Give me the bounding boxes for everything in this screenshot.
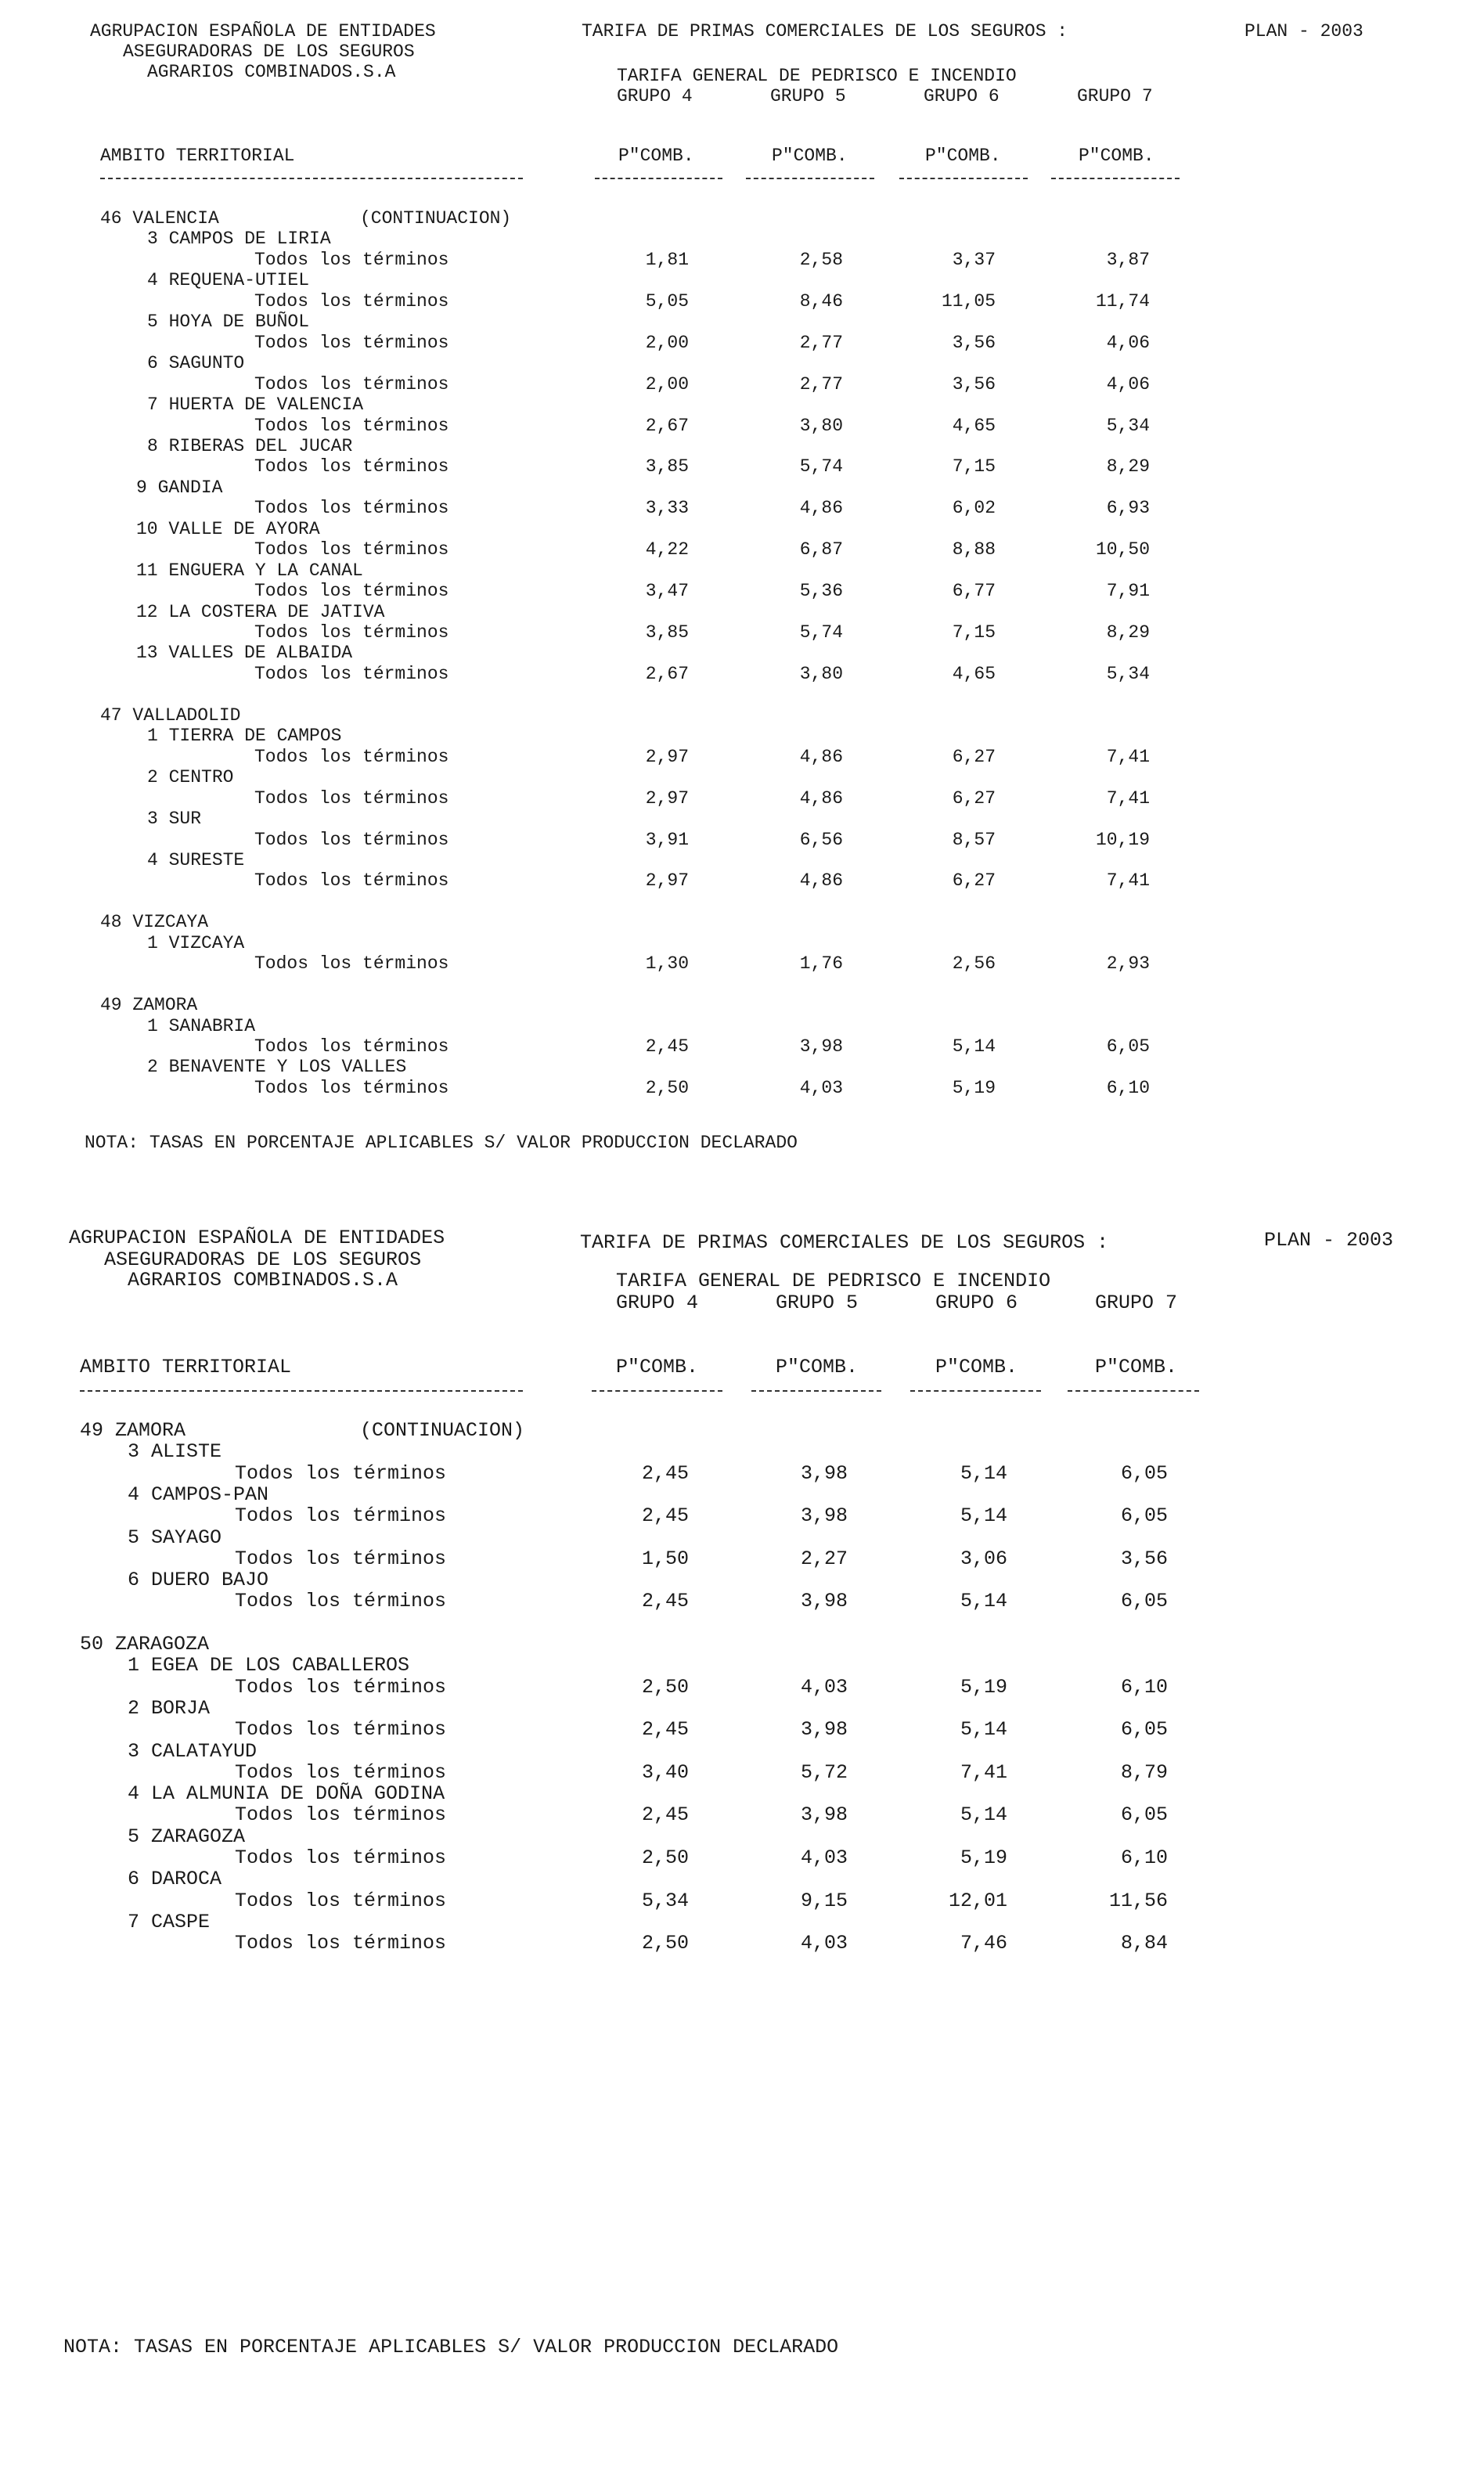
province-label: 50 ZARAGOZA (80, 1633, 210, 1656)
rate-cell-grupo-4: 2,45 (641, 1504, 689, 1527)
district-label: 10 VALLE DE AYORA (136, 519, 320, 539)
rate-cell-grupo-6: 5,19 (960, 1846, 1007, 1869)
terms-label: Todos los términos (235, 1462, 447, 1485)
terms-label: Todos los términos (254, 830, 449, 850)
header-divider (751, 1390, 881, 1392)
district-label: 6 DUERO BAJO (128, 1569, 269, 1591)
rate-cell-grupo-4: 2,50 (641, 1676, 689, 1699)
district-label: 7 CASPE (128, 1911, 211, 1933)
province-label: 49 ZAMORA (80, 1419, 186, 1442)
district-label: 2 CENTRO (147, 767, 234, 787)
rate-cell-grupo-4: 4,22 (645, 539, 689, 560)
rate-cell-grupo-4: 1,81 (645, 250, 689, 270)
rate-cell-grupo-7: 11,56 (1108, 1890, 1168, 1912)
column-header-pcomb: P"COMB. (935, 1356, 1018, 1378)
terms-label: Todos los términos (235, 1846, 447, 1869)
rate-cell-grupo-4: 3,33 (645, 498, 689, 518)
rate-cell-grupo-7: 6,10 (1120, 1846, 1168, 1869)
district-label: 1 VIZCAYA (147, 933, 245, 953)
rate-cell-grupo-5: 4,86 (799, 788, 843, 809)
rate-cell-grupo-7: 6,05 (1120, 1718, 1168, 1741)
district-label: 12 LA COSTERA DE JATIVA (136, 602, 385, 622)
rate-cell-grupo-5: 2,27 (800, 1547, 848, 1570)
terms-label: Todos los términos (254, 953, 449, 974)
plan-year: PLAN - 2003 (1264, 1229, 1394, 1252)
rate-cell-grupo-4: 2,97 (645, 788, 689, 809)
rate-cell-grupo-6: 3,37 (952, 250, 996, 270)
rate-cell-grupo-6: 6,77 (952, 581, 996, 601)
rate-cell-grupo-5: 6,87 (799, 539, 843, 560)
rate-cell-grupo-6: 6,27 (952, 788, 996, 809)
column-header-pcomb: P"COMB. (616, 1356, 699, 1378)
continuation-note: (CONTINUACION) (360, 1419, 525, 1442)
group-header-4: GRUPO 4 (616, 1292, 699, 1314)
province-label: 46 VALENCIA (100, 208, 219, 229)
rate-cell-grupo-7: 10,50 (1095, 539, 1150, 560)
district-label: 4 CAMPOS-PAN (128, 1483, 269, 1506)
rate-cell-grupo-6: 6,27 (952, 870, 996, 891)
header-divider (910, 1390, 1041, 1392)
org-name-line-3: AGRARIOS COMBINADOS.S.A (128, 1269, 398, 1292)
rate-cell-grupo-5: 3,80 (799, 664, 843, 684)
group-header-7: GRUPO 7 (1077, 86, 1153, 106)
rate-cell-grupo-4: 2,45 (641, 1803, 689, 1826)
group-header-5: GRUPO 5 (776, 1292, 859, 1314)
terms-label: Todos los términos (254, 788, 449, 809)
district-label: 1 TIERRA DE CAMPOS (147, 726, 342, 746)
rate-cell-grupo-4: 1,30 (645, 953, 689, 974)
rate-cell-grupo-6: 5,19 (952, 1078, 996, 1098)
rate-cell-grupo-6: 11,05 (941, 291, 996, 312)
group-header-4: GRUPO 4 (617, 86, 693, 106)
ambito-territorial-header: AMBITO TERRITORIAL (100, 146, 295, 166)
rate-cell-grupo-5: 3,98 (800, 1718, 848, 1741)
rate-cell-grupo-7: 8,84 (1120, 1932, 1168, 1955)
district-label: 6 SAGUNTO (147, 353, 245, 373)
terms-label: Todos los términos (254, 374, 449, 395)
terms-label: Todos los términos (235, 1761, 447, 1784)
district-label: 5 HOYA DE BUÑOL (147, 312, 310, 332)
rate-cell-grupo-5: 3,98 (800, 1590, 848, 1612)
rate-cell-grupo-7: 3,56 (1120, 1547, 1168, 1570)
rate-cell-grupo-7: 6,05 (1120, 1462, 1168, 1485)
column-header-pcomb: P"COMB. (1095, 1356, 1178, 1378)
terms-label: Todos los términos (235, 1504, 447, 1527)
rate-cell-grupo-6: 5,14 (960, 1803, 1007, 1826)
rate-cell-grupo-6: 6,02 (952, 498, 996, 518)
district-label: 8 RIBERAS DEL JUCAR (147, 436, 353, 456)
rate-cell-grupo-6: 12,01 (948, 1890, 1007, 1912)
terms-label: Todos los términos (254, 456, 449, 477)
rate-cell-grupo-7: 7,41 (1106, 747, 1150, 767)
column-header-pcomb: P"COMB. (1079, 146, 1154, 166)
rate-cell-grupo-7: 6,05 (1106, 1036, 1150, 1057)
terms-label: Todos los términos (254, 1078, 449, 1098)
rate-cell-grupo-7: 4,06 (1106, 374, 1150, 395)
rate-cell-grupo-5: 5,72 (800, 1761, 848, 1784)
rate-cell-grupo-4: 2,50 (641, 1846, 689, 1869)
district-label: 3 CALATAYUD (128, 1740, 258, 1763)
terms-label: Todos los términos (235, 1590, 447, 1612)
rate-cell-grupo-5: 4,86 (799, 870, 843, 891)
rate-cell-grupo-7: 8,29 (1106, 456, 1150, 477)
rate-cell-grupo-7: 6,05 (1120, 1590, 1168, 1612)
org-name-line-1: AGRUPACION ESPAÑOLA DE ENTIDADES (90, 21, 436, 41)
tariff-subtitle: TARIFA GENERAL DE PEDRISCO E INCENDIO (617, 66, 1017, 86)
rate-cell-grupo-4: 2,45 (641, 1590, 689, 1612)
org-name-line-1: AGRUPACION ESPAÑOLA DE ENTIDADES (69, 1227, 445, 1249)
continuation-note: (CONTINUACION) (360, 208, 512, 229)
rate-cell-grupo-7: 3,87 (1106, 250, 1150, 270)
rate-cell-grupo-6: 5,14 (960, 1462, 1007, 1485)
rate-cell-grupo-4: 2,97 (645, 747, 689, 767)
document-title: TARIFA DE PRIMAS COMERCIALES DE LOS SEGUROS : (582, 21, 1068, 41)
rate-cell-grupo-6: 5,14 (960, 1590, 1007, 1612)
rate-cell-grupo-6: 2,56 (952, 953, 996, 974)
district-label: 6 DAROCA (128, 1868, 222, 1890)
district-label: 5 SAYAGO (128, 1526, 222, 1549)
rate-cell-grupo-6: 4,65 (952, 416, 996, 436)
district-label: 7 HUERTA DE VALENCIA (147, 395, 364, 415)
plan-year: PLAN - 2003 (1244, 21, 1363, 41)
district-label: 1 SANABRIA (147, 1016, 256, 1036)
ambito-territorial-header: AMBITO TERRITORIAL (80, 1356, 292, 1378)
rate-cell-grupo-6: 7,46 (960, 1932, 1007, 1955)
rate-cell-grupo-7: 6,93 (1106, 498, 1150, 518)
rate-cell-grupo-5: 5,36 (799, 581, 843, 601)
rate-cell-grupo-6: 8,88 (952, 539, 996, 560)
rate-cell-grupo-5: 9,15 (800, 1890, 848, 1912)
rate-cell-grupo-4: 3,85 (645, 622, 689, 643)
rate-cell-grupo-7: 7,91 (1106, 581, 1150, 601)
rate-cell-grupo-4: 2,67 (645, 416, 689, 436)
rate-cell-grupo-7: 5,34 (1106, 664, 1150, 684)
rate-cell-grupo-7: 4,06 (1106, 333, 1150, 353)
terms-label: Todos los términos (235, 1547, 447, 1570)
district-label: 2 BORJA (128, 1697, 211, 1720)
district-label: 3 ALISTE (128, 1440, 222, 1463)
rate-cell-grupo-7: 6,10 (1120, 1676, 1168, 1699)
rate-cell-grupo-4: 5,05 (645, 291, 689, 312)
rate-cell-grupo-6: 3,06 (960, 1547, 1007, 1570)
rate-cell-grupo-7: 6,05 (1120, 1803, 1168, 1826)
rate-cell-grupo-5: 4,03 (800, 1676, 848, 1699)
rate-cell-grupo-5: 4,03 (800, 1932, 848, 1955)
terms-label: Todos los términos (235, 1803, 447, 1826)
group-header-6: GRUPO 6 (924, 86, 1000, 106)
rate-cell-grupo-5: 8,46 (799, 291, 843, 312)
rate-cell-grupo-7: 2,93 (1106, 953, 1150, 974)
rate-cell-grupo-6: 5,19 (960, 1676, 1007, 1699)
header-divider (1068, 1390, 1199, 1392)
district-label: 4 LA ALMUNIA DE DOÑA GODINA (128, 1782, 445, 1805)
rate-cell-grupo-5: 6,56 (799, 830, 843, 850)
rate-cell-grupo-5: 1,76 (799, 953, 843, 974)
district-label: 1 EGEA DE LOS CABALLEROS (128, 1654, 410, 1677)
org-name-line-2: ASEGURADORAS DE LOS SEGUROS (123, 41, 415, 62)
group-header-7: GRUPO 7 (1095, 1292, 1178, 1314)
rate-cell-grupo-6: 5,14 (952, 1036, 996, 1057)
rate-cell-grupo-5: 4,03 (800, 1846, 848, 1869)
terms-label: Todos los términos (254, 291, 449, 312)
terms-label: Todos los términos (254, 416, 449, 436)
rate-cell-grupo-7: 7,41 (1106, 870, 1150, 891)
district-label: 3 SUR (147, 809, 202, 829)
rate-cell-grupo-7: 11,74 (1095, 291, 1150, 312)
group-header-6: GRUPO 6 (935, 1292, 1018, 1314)
rate-cell-grupo-5: 2,77 (799, 374, 843, 395)
column-header-pcomb: P"COMB. (618, 146, 694, 166)
terms-label: Todos los términos (254, 664, 449, 684)
rate-cell-grupo-6: 8,57 (952, 830, 996, 850)
rate-cell-grupo-4: 3,85 (645, 456, 689, 477)
rate-cell-grupo-6: 5,14 (960, 1718, 1007, 1741)
terms-label: Todos los términos (254, 870, 449, 891)
terms-label: Todos los términos (254, 539, 449, 560)
district-label: 2 BENAVENTE Y LOS VALLES (147, 1057, 407, 1077)
rate-cell-grupo-6: 7,15 (952, 456, 996, 477)
rate-cell-grupo-4: 3,40 (641, 1761, 689, 1784)
rate-cell-grupo-5: 5,74 (799, 456, 843, 477)
rate-cell-grupo-7: 10,19 (1095, 830, 1150, 850)
terms-label: Todos los términos (235, 1890, 447, 1912)
rate-cell-grupo-7: 7,41 (1106, 788, 1150, 809)
column-header-pcomb: P"COMB. (776, 1356, 859, 1378)
rate-cell-grupo-4: 2,00 (645, 333, 689, 353)
rate-cell-grupo-4: 2,45 (645, 1036, 689, 1057)
terms-label: Todos los términos (235, 1718, 447, 1741)
terms-label: Todos los términos (254, 622, 449, 643)
terms-label: Todos los términos (254, 581, 449, 601)
rate-cell-grupo-5: 3,80 (799, 416, 843, 436)
rate-cell-grupo-4: 1,50 (641, 1547, 689, 1570)
rate-cell-grupo-5: 4,03 (799, 1078, 843, 1098)
rate-cell-grupo-4: 2,67 (645, 664, 689, 684)
rate-cell-grupo-4: 3,91 (645, 830, 689, 850)
rate-cell-grupo-7: 5,34 (1106, 416, 1150, 436)
rate-cell-grupo-4: 2,00 (645, 374, 689, 395)
district-label: 4 SURESTE (147, 850, 245, 870)
rate-cell-grupo-5: 3,98 (800, 1803, 848, 1826)
column-header-pcomb: P"COMB. (772, 146, 848, 166)
group-header-5: GRUPO 5 (770, 86, 846, 106)
org-name-line-2: ASEGURADORAS DE LOS SEGUROS (104, 1248, 422, 1271)
province-label: 48 VIZCAYA (100, 912, 209, 932)
rate-cell-grupo-7: 6,05 (1120, 1504, 1168, 1527)
rate-cell-grupo-5: 2,77 (799, 333, 843, 353)
district-label: 9 GANDIA (136, 477, 223, 498)
rate-cell-grupo-6: 5,14 (960, 1504, 1007, 1527)
rate-cell-grupo-7: 8,29 (1106, 622, 1150, 643)
district-label: 5 ZARAGOZA (128, 1825, 246, 1848)
district-label: 3 CAMPOS DE LIRIA (147, 229, 331, 249)
rate-cell-grupo-6: 6,27 (952, 747, 996, 767)
rate-cell-grupo-5: 3,98 (800, 1462, 848, 1485)
header-divider (80, 1390, 523, 1392)
tariff-subtitle: TARIFA GENERAL DE PEDRISCO E INCENDIO (616, 1270, 1051, 1292)
terms-label: Todos los términos (235, 1932, 447, 1955)
rate-cell-grupo-4: 2,50 (641, 1932, 689, 1955)
column-header-pcomb: P"COMB. (925, 146, 1001, 166)
district-label: 11 ENGUERA Y LA CANAL (136, 560, 363, 581)
rate-cell-grupo-6: 3,56 (952, 333, 996, 353)
rate-cell-grupo-4: 5,34 (641, 1890, 689, 1912)
rate-cell-grupo-5: 2,58 (799, 250, 843, 270)
rate-cell-grupo-6: 7,41 (960, 1761, 1007, 1784)
rate-cell-grupo-6: 4,65 (952, 664, 996, 684)
rate-cell-grupo-4: 2,97 (645, 870, 689, 891)
rate-cell-grupo-4: 2,45 (641, 1462, 689, 1485)
rate-cell-grupo-4: 2,45 (641, 1718, 689, 1741)
province-label: 49 ZAMORA (100, 995, 198, 1015)
header-divider (592, 1390, 722, 1392)
terms-label: Todos los términos (254, 747, 449, 767)
rate-cell-grupo-6: 3,56 (952, 374, 996, 395)
terms-label: Todos los términos (254, 1036, 449, 1057)
footnote: NOTA: TASAS EN PORCENTAJE APLICABLES S/ VALOR PRODUCCION DECLARADO (85, 1133, 798, 1153)
rate-cell-grupo-4: 2,50 (645, 1078, 689, 1098)
district-label: 4 REQUENA-UTIEL (147, 270, 310, 290)
rate-cell-grupo-5: 3,98 (800, 1504, 848, 1527)
terms-label: Todos los términos (254, 250, 449, 270)
rate-cell-grupo-5: 5,74 (799, 622, 843, 643)
org-name-line-3: AGRARIOS COMBINADOS.S.A (147, 62, 396, 82)
document-title: TARIFA DE PRIMAS COMERCIALES DE LOS SEGUROS : (580, 1231, 1109, 1254)
rate-cell-grupo-4: 3,47 (645, 581, 689, 601)
rate-cell-grupo-6: 7,15 (952, 622, 996, 643)
rate-cell-grupo-5: 4,86 (799, 498, 843, 518)
district-label: 13 VALLES DE ALBAIDA (136, 643, 353, 663)
rate-cell-grupo-5: 3,98 (799, 1036, 843, 1057)
province-label: 47 VALLADOLID (100, 705, 241, 726)
footnote: NOTA: TASAS EN PORCENTAJE APLICABLES S/ VALOR PRODUCCION DECLARADO (63, 2336, 839, 2358)
rate-cell-grupo-7: 8,79 (1120, 1761, 1168, 1784)
rate-cell-grupo-7: 6,10 (1106, 1078, 1150, 1098)
terms-label: Todos los términos (254, 498, 449, 518)
rate-cell-grupo-5: 4,86 (799, 747, 843, 767)
terms-label: Todos los términos (254, 333, 449, 353)
terms-label: Todos los términos (235, 1676, 447, 1699)
